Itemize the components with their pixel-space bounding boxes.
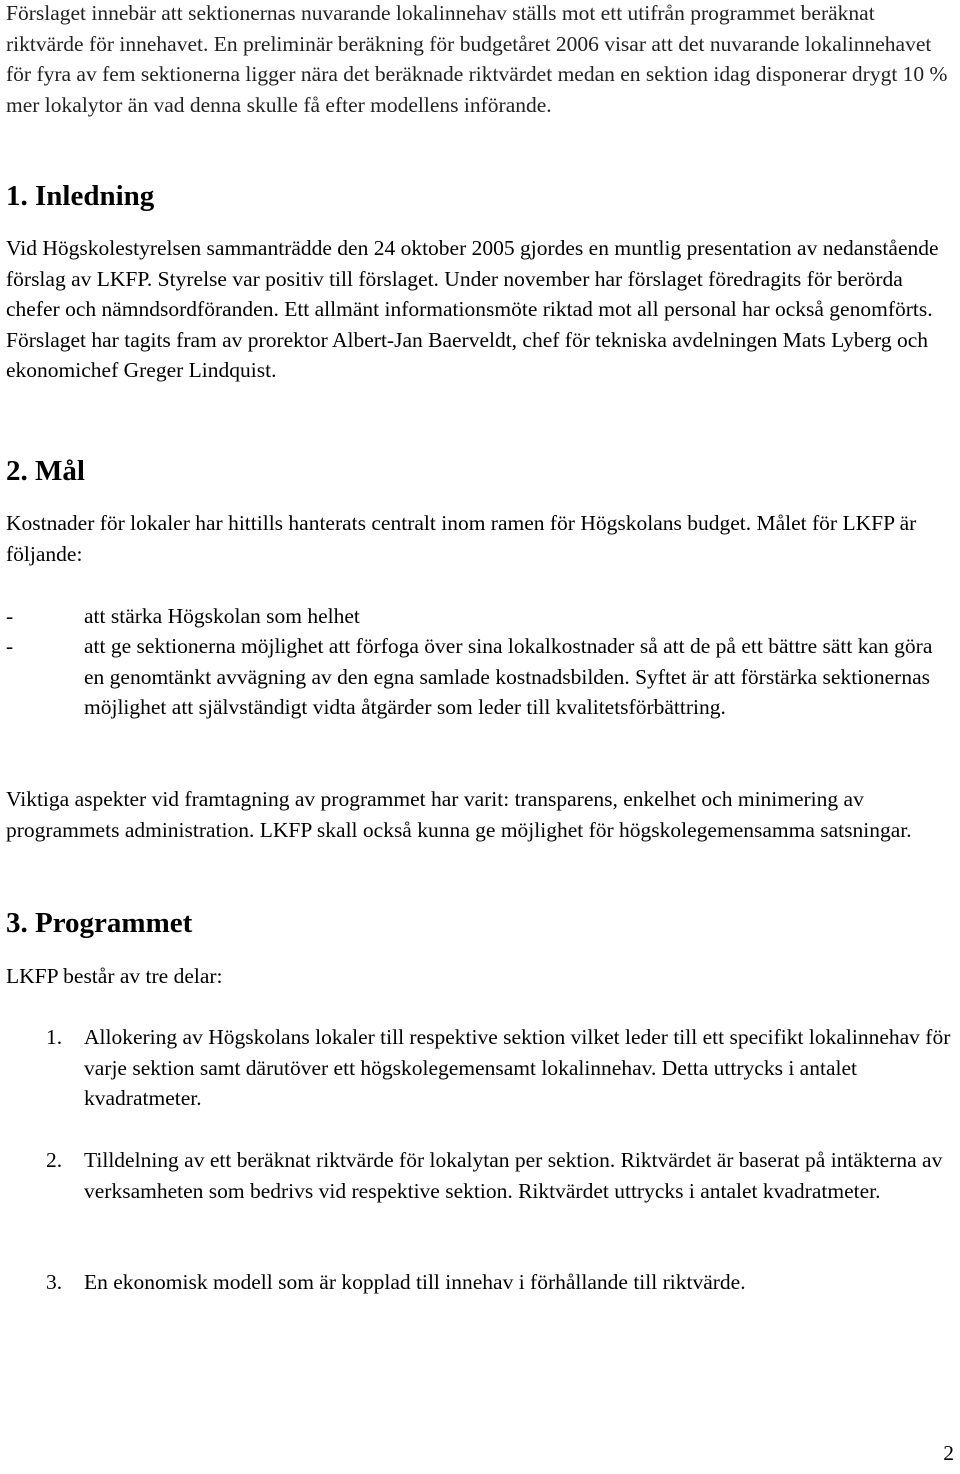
- section-1-heading: 1. Inledning: [6, 180, 155, 212]
- aspects-paragraph: Viktiga aspekter vid framtagning av programmet har varit: transparens, enkelhet och minimering av programmets administration. LKFP skall också kunna ge möjlighet för högskolegemensamma satsningar.: [6, 787, 912, 842]
- program-part-number: 2.: [46, 1148, 63, 1172]
- program-part-text: En ekonomisk modell som är kopplad till innehav i förhållande till riktvärde.: [84, 1270, 746, 1294]
- program-part-item: [6, 1267, 956, 1298]
- program-part-text: Allokering av Högskolans lokaler till respektive sektion vilket leder till ett specifikt lokalinnehav för varje sektion samt därutöver ett högskolegemensamt lokalinnehav. Detta uttrycks i antalet kvadratmeter.: [84, 1025, 951, 1110]
- section-2-heading: 2. Mål: [6, 455, 85, 487]
- program-part-item: [6, 1022, 956, 1114]
- program-part-item: [6, 1145, 956, 1206]
- program-part-number: 1.: [46, 1025, 63, 1049]
- program-part-text: Tilldelning av ett beräknat riktvärde för lokalytan per sektion. Riktvärdet är baserat på intäkterna av verksamheten som bedrivs vid respektive sektion. Riktvärdet uttrycks i antalet kvadratmeter.: [84, 1148, 943, 1203]
- program-part-number: 3.: [46, 1270, 63, 1294]
- intro-paragraph: Förslaget innebär att sektionernas nuvarande lokalinnehav ställs mot ett utifrån programmet beräknat riktvärde för innehavet. En preliminär beräkning för budgetåret 2006 visar att det nuvarande lokalinnehavet för fyra av fem sektionerna ligger nära det beräknade riktvärdet medan en sektion idag disponerar drygt 10 % mer lokalytor än vad denna skulle få efter modellens införande.: [6, 1, 948, 117]
- goal-item: [6, 631, 956, 723]
- goal-dash: -: [6, 604, 14, 628]
- page-number: 2: [943, 1441, 954, 1465]
- section-3-paragraph: LKFP består av tre delar:: [6, 964, 223, 988]
- section-3-heading: 3. Programmet: [6, 907, 193, 939]
- section-2-paragraph: Kostnader för lokaler har hittills hanterats centralt inom ramen för Högskolans budget. Målet för LKFP är följande:: [6, 511, 917, 566]
- goal-text: att stärka Högskolan som helhet: [84, 604, 360, 628]
- goal-dash: -: [6, 634, 14, 658]
- section-1-paragraph: Vid Högskolestyrelsen sammanträdde den 24 oktober 2005 gjordes en muntlig presentation av nedanstående förslag av LKFP. Styrelse var positiv till förslaget. Under november har förslaget föredragits för berörda chefer och nämndsordföranden. Ett allmänt informationsmöte riktad mot all personal har också genomförts. Förslaget har tagits fram av prorektor Albert-Jan Baerveldt, chef för tekniska avdelningen Mats Lyberg och ekonomichef Greger Lindquist.: [6, 236, 939, 382]
- goal-text: att ge sektionerna möjlighet att förfoga över sina lokalkostnader så att de på ett bättre sätt kan göra en genomtänkt avvägning av den egna samlade kostnadsbilden. Syftet är att förstärka sektionernas möjlighet att självständigt vidta åtgärder som leder till kvalitetsförbättring.: [84, 634, 933, 719]
- goal-item: [6, 601, 956, 632]
